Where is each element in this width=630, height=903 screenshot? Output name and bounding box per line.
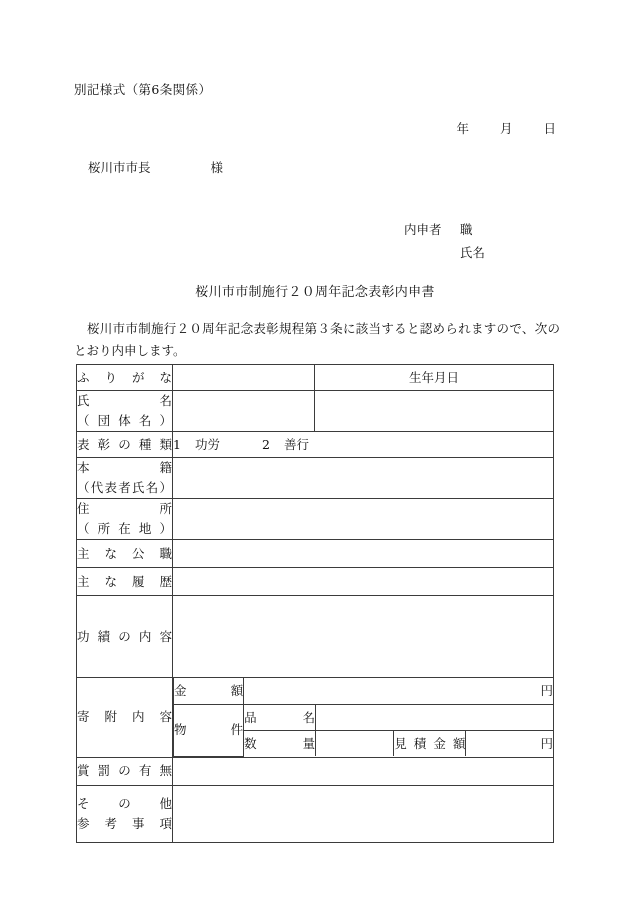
- addressee: [88, 158, 223, 176]
- name-value-cell[interactable]: [173, 391, 315, 432]
- reward-punishment-value-cell[interactable]: [173, 757, 554, 785]
- donation-amount-unit: 円: [540, 683, 554, 698]
- name-label-line2: （団体名）: [77, 413, 172, 428]
- registry-label-line2: （代表者氏名）: [77, 480, 172, 495]
- furigana-label-cell: [77, 365, 173, 391]
- public-office-label: 主な公職: [77, 545, 172, 561]
- award-type-value-cell[interactable]: [173, 432, 554, 458]
- submitter-name-label: 氏名: [460, 245, 486, 260]
- other-label-cell: [77, 785, 173, 842]
- donation-detail-table: [173, 678, 553, 757]
- career-value-cell[interactable]: [173, 568, 554, 596]
- table-row-career: [77, 568, 554, 596]
- form-code: 別記様式（第6条関係）: [74, 82, 212, 97]
- name-label-cell: [77, 391, 173, 432]
- donation-estimate-unit: 円: [540, 735, 554, 751]
- furigana-value-cell[interactable]: [173, 365, 315, 391]
- date-month-label: 月: [499, 121, 513, 136]
- table-row-name: [77, 391, 554, 432]
- address-label-line1: 住 所: [77, 501, 172, 516]
- document-title: 桜川市市制施行２０周年記念表彰内申書: [195, 285, 435, 300]
- date-line: [0, 119, 630, 137]
- donation-item-row: [174, 705, 554, 731]
- table-row-registry: [77, 458, 554, 499]
- donation-quantity-label: 数量: [244, 735, 316, 751]
- submitter-name-row: [404, 241, 485, 264]
- birthdate-value-cell[interactable]: [315, 391, 554, 432]
- registry-label-cell: [77, 458, 173, 499]
- submitter-label: 内申者: [404, 222, 442, 237]
- date-year-label: 年: [456, 121, 469, 136]
- donation-estimate-value-cell[interactable]: [466, 731, 553, 757]
- addressee-honorific: 様: [210, 160, 224, 175]
- table-row-furigana: [77, 365, 554, 391]
- donation-amount-value-cell[interactable]: [244, 678, 553, 705]
- award-type-options: [173, 437, 309, 452]
- award-type-label-cell: [77, 432, 173, 458]
- other-label-line1: その他: [77, 795, 172, 811]
- donation-quantity-label-cell: [244, 731, 316, 757]
- achievement-label-cell: [77, 596, 173, 678]
- donation-amount-row: [174, 678, 554, 705]
- donation-amount-label: 金額: [174, 683, 244, 698]
- career-label-cell: [77, 568, 173, 596]
- submitter-position-row: [404, 218, 485, 241]
- table-row-achievement: [77, 596, 554, 678]
- birthdate-label-cell: [315, 365, 554, 391]
- name-label-line1: 氏 名: [77, 393, 172, 408]
- achievement-label: 功績の内容: [77, 628, 172, 644]
- achievement-value-cell[interactable]: [173, 596, 554, 678]
- date-day-label: 日: [543, 121, 556, 136]
- donation-quantity-value-cell[interactable]: [316, 731, 394, 757]
- other-label-line2: 参考事項: [77, 815, 172, 831]
- donation-item-label: 品名: [244, 709, 316, 725]
- award-option-2-label[interactable]: 善行: [284, 436, 310, 452]
- intro-paragraph: 桜川市市制施行２０周年記念表彰規程第３条に該当すると認められますので、次のとおり内申します。: [74, 321, 560, 358]
- application-table: [76, 364, 554, 843]
- career-label: 主な履歴: [77, 573, 172, 589]
- donation-label: 寄附内容: [77, 709, 172, 725]
- other-value-cell[interactable]: [173, 785, 554, 842]
- table-row-other: [77, 785, 554, 842]
- donation-estimate-label-cell: [394, 731, 466, 757]
- donation-goods-label: 物件: [174, 722, 244, 738]
- address-value-cell[interactable]: [173, 499, 554, 540]
- table-row-reward-punishment: [77, 757, 554, 785]
- donation-item-label-cell: [244, 705, 316, 731]
- table-row-public-office: [77, 540, 554, 568]
- address-label-cell: [77, 499, 173, 540]
- reward-punishment-label-cell: [77, 757, 173, 785]
- furigana-label: ふりがな: [77, 369, 172, 385]
- submitter-block: [404, 218, 485, 264]
- public-office-label-cell: [77, 540, 173, 568]
- award-option-1-label[interactable]: 功労: [195, 436, 221, 452]
- award-type-label: 表彰の種類: [77, 436, 172, 452]
- table-row-award-type: [77, 432, 554, 458]
- donation-estimate-label: 見積金額: [394, 735, 466, 751]
- address-label-line2: （所在地）: [77, 521, 172, 536]
- donation-detail-cell: [173, 678, 554, 758]
- birthdate-label: 生年月日: [409, 369, 460, 385]
- table-row-address: [77, 499, 554, 540]
- reward-punishment-label: 賞罰の有無: [77, 763, 172, 778]
- donation-amount-label-cell: [174, 678, 244, 705]
- donation-label-cell: [77, 678, 173, 758]
- award-option-2-number: 2: [262, 436, 270, 452]
- donation-item-value-cell[interactable]: [316, 705, 553, 731]
- public-office-value-cell[interactable]: [173, 540, 554, 568]
- table-row-donation: [77, 678, 554, 758]
- registry-label-line1: 本 籍: [77, 460, 172, 475]
- submitter-position-label: 職: [460, 222, 473, 237]
- addressee-name: 桜川市市長: [88, 160, 151, 175]
- donation-goods-label-cell: [174, 705, 244, 757]
- registry-value-cell[interactable]: [173, 458, 554, 499]
- award-option-1-number: 1: [173, 436, 181, 452]
